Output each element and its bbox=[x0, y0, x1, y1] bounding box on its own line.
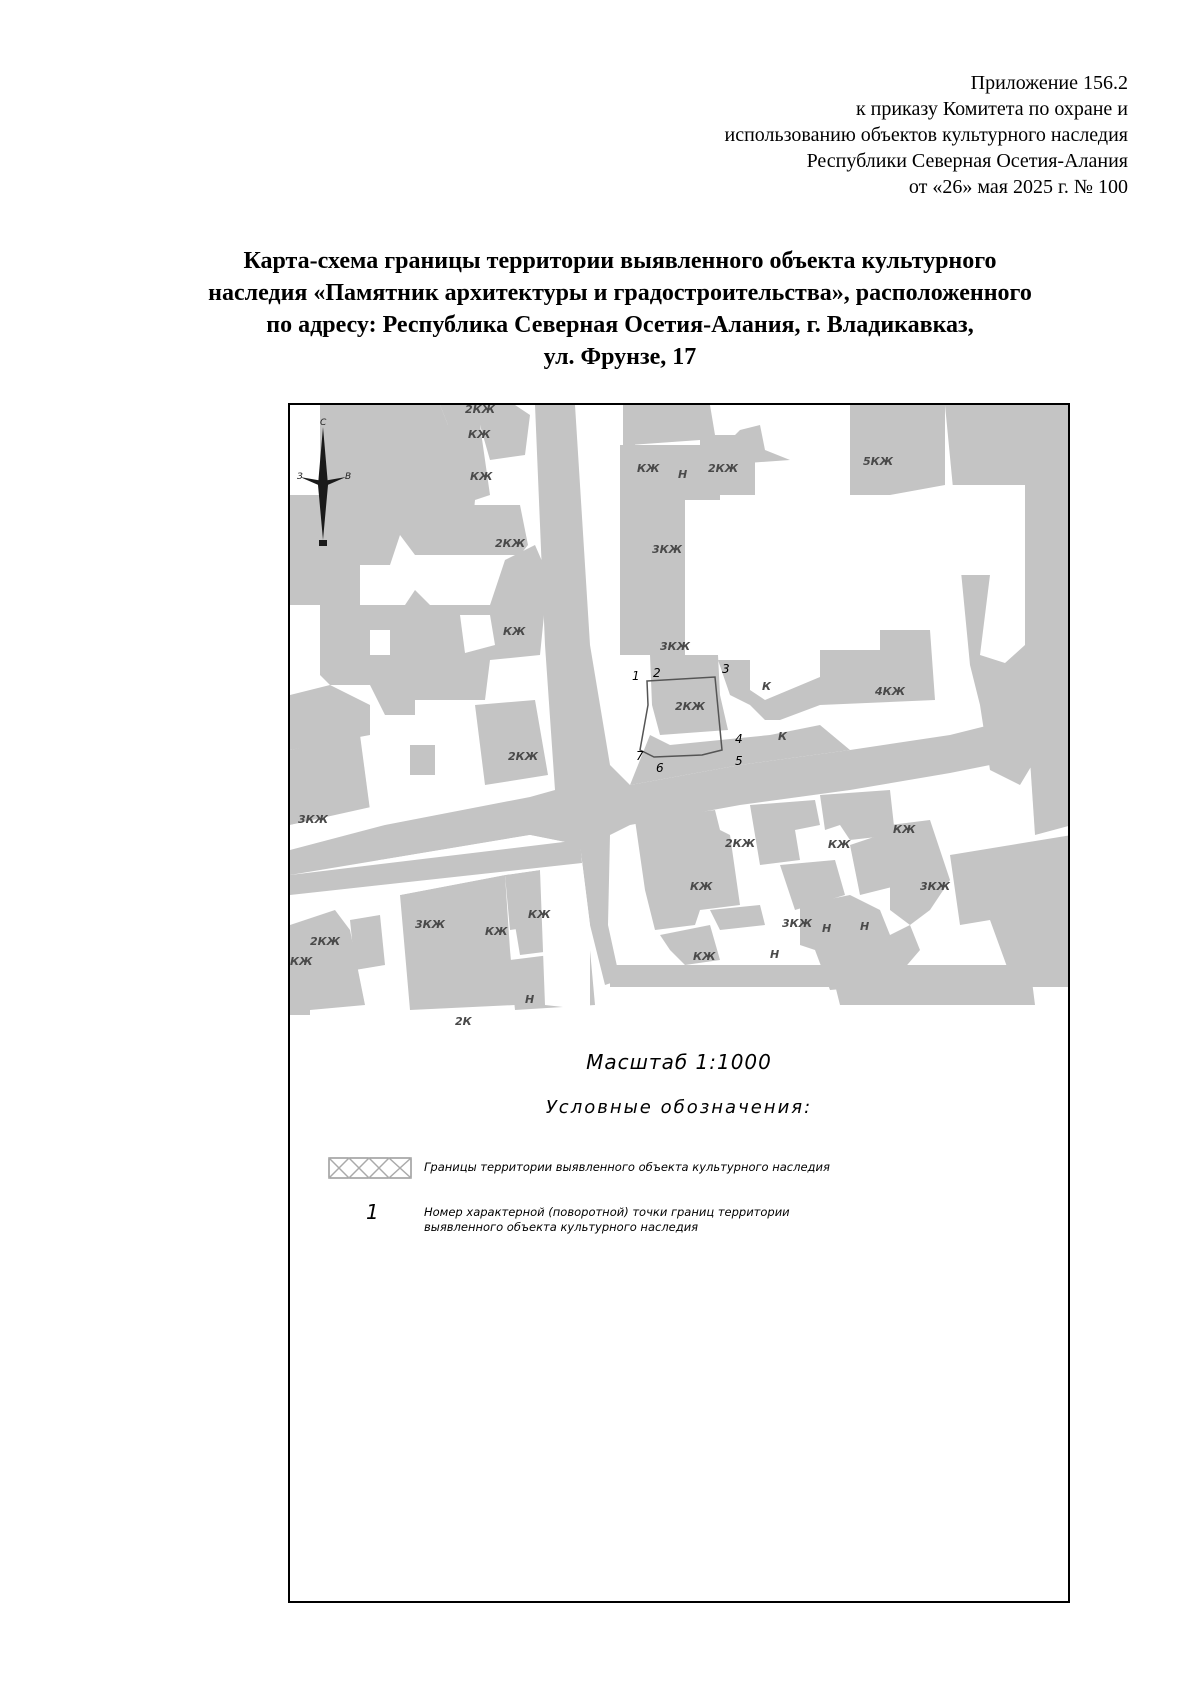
map-drawing bbox=[290, 405, 1070, 1045]
building-label: 2КЖ bbox=[675, 700, 706, 713]
appendix-line: к приказу Комитета по охране и bbox=[855, 98, 1128, 120]
building bbox=[1030, 745, 1070, 835]
building bbox=[850, 405, 945, 495]
title-line: Карта-схема границы территории выявленного объекта культурного bbox=[243, 248, 997, 274]
building-label: Н bbox=[822, 922, 832, 935]
boundary-point-label: 5 bbox=[735, 754, 743, 768]
courtyard bbox=[370, 630, 390, 655]
building-label: 2КЖ bbox=[725, 837, 756, 850]
building-label: 3КЖ bbox=[298, 813, 329, 826]
building bbox=[410, 745, 435, 775]
compass-west: З bbox=[297, 472, 303, 482]
building-label: КЖ bbox=[485, 925, 508, 938]
building bbox=[505, 870, 545, 930]
boundary-point-label: 2 bbox=[653, 666, 661, 680]
legend-title: Условные обозначения: bbox=[545, 1097, 813, 1118]
boundary-point-label: 3 bbox=[722, 662, 730, 676]
building-label: Н bbox=[770, 948, 780, 961]
building-label: 3КЖ bbox=[415, 918, 446, 931]
building-label: 4КЖ bbox=[875, 685, 906, 698]
building-label: 2КЖ bbox=[495, 537, 526, 550]
building-label: 3КЖ bbox=[920, 880, 951, 893]
legend-point-line: Номер характерной (поворотной) точки границ территории bbox=[424, 1205, 790, 1219]
map-scale: Масштаб 1:1000 bbox=[586, 1050, 772, 1074]
building bbox=[950, 835, 1070, 975]
appendix-line: Приложение 156.2 bbox=[970, 72, 1128, 94]
building-label: К bbox=[762, 680, 771, 693]
building bbox=[750, 800, 820, 865]
building-label: 3КЖ bbox=[660, 640, 691, 653]
building-label: Н bbox=[525, 993, 535, 1006]
building-label: 3КЖ bbox=[652, 543, 683, 556]
boundary-hatch-icon bbox=[328, 1157, 412, 1179]
building-label: КЖ bbox=[637, 462, 660, 475]
legend-point-label bbox=[424, 1205, 924, 1235]
building bbox=[710, 905, 765, 930]
building-label: 2КЖ bbox=[708, 462, 739, 475]
building-label: КЖ bbox=[528, 908, 551, 921]
building-label: КЖ bbox=[690, 880, 713, 893]
building bbox=[475, 700, 548, 785]
building-label: КЖ bbox=[828, 838, 851, 851]
map-frame bbox=[288, 403, 1070, 1603]
building-label: КЖ bbox=[468, 428, 491, 441]
building-label: КЖ bbox=[893, 823, 916, 836]
compass-east: В bbox=[345, 472, 352, 482]
document-title bbox=[120, 245, 1120, 373]
legend-point-symbol: 1 bbox=[366, 1200, 379, 1224]
building-label: КЖ bbox=[503, 625, 526, 638]
building-label: 2К bbox=[455, 1015, 472, 1028]
appendix-header bbox=[428, 70, 1128, 200]
appendix-line: Республики Северная Осетия-Алания bbox=[806, 150, 1128, 172]
compass-north: С bbox=[320, 418, 327, 428]
building bbox=[718, 630, 935, 720]
building-label: 5КЖ bbox=[863, 455, 894, 468]
legend-point-line: выявленного объекта культурного наследия bbox=[424, 1220, 699, 1234]
building-label: 2КЖ bbox=[508, 750, 539, 763]
building bbox=[830, 965, 1035, 1005]
boundary-point-label: 4 bbox=[735, 732, 743, 746]
appendix-line: использованию объектов культурного наследия bbox=[724, 124, 1128, 146]
building bbox=[350, 915, 385, 970]
building-label: 3КЖ bbox=[782, 917, 813, 930]
building-label: 2КЖ bbox=[310, 935, 341, 948]
building bbox=[400, 875, 515, 1010]
building-label: КЖ bbox=[693, 950, 716, 963]
title-line: ул. Фрунзе, 17 bbox=[543, 344, 697, 370]
boundary-point-label: 6 bbox=[656, 761, 664, 775]
building-label: КЖ bbox=[470, 470, 493, 483]
title-line: по адресу: Республика Северная Осетия-Алания, г. Владикавказ, bbox=[266, 312, 974, 338]
legend-boundary-label: Границы территории выявленного объекта культурного наследия bbox=[424, 1160, 830, 1174]
open-space bbox=[950, 485, 1025, 663]
boundary-point-label: 7 bbox=[636, 749, 644, 763]
boundary-point-label: 1 bbox=[632, 669, 640, 683]
building-label: К bbox=[778, 730, 787, 743]
building-label: Н bbox=[860, 920, 870, 933]
appendix-line: от «26» мая 2025 г. № 100 bbox=[908, 176, 1128, 198]
building-label: КЖ bbox=[290, 955, 313, 968]
building-label: Н bbox=[678, 468, 688, 481]
title-line: наследия «Памятник архитектуры и градостроительства», расположенного bbox=[208, 280, 1032, 306]
building-label: 2КЖ bbox=[465, 405, 496, 416]
building bbox=[820, 790, 895, 840]
